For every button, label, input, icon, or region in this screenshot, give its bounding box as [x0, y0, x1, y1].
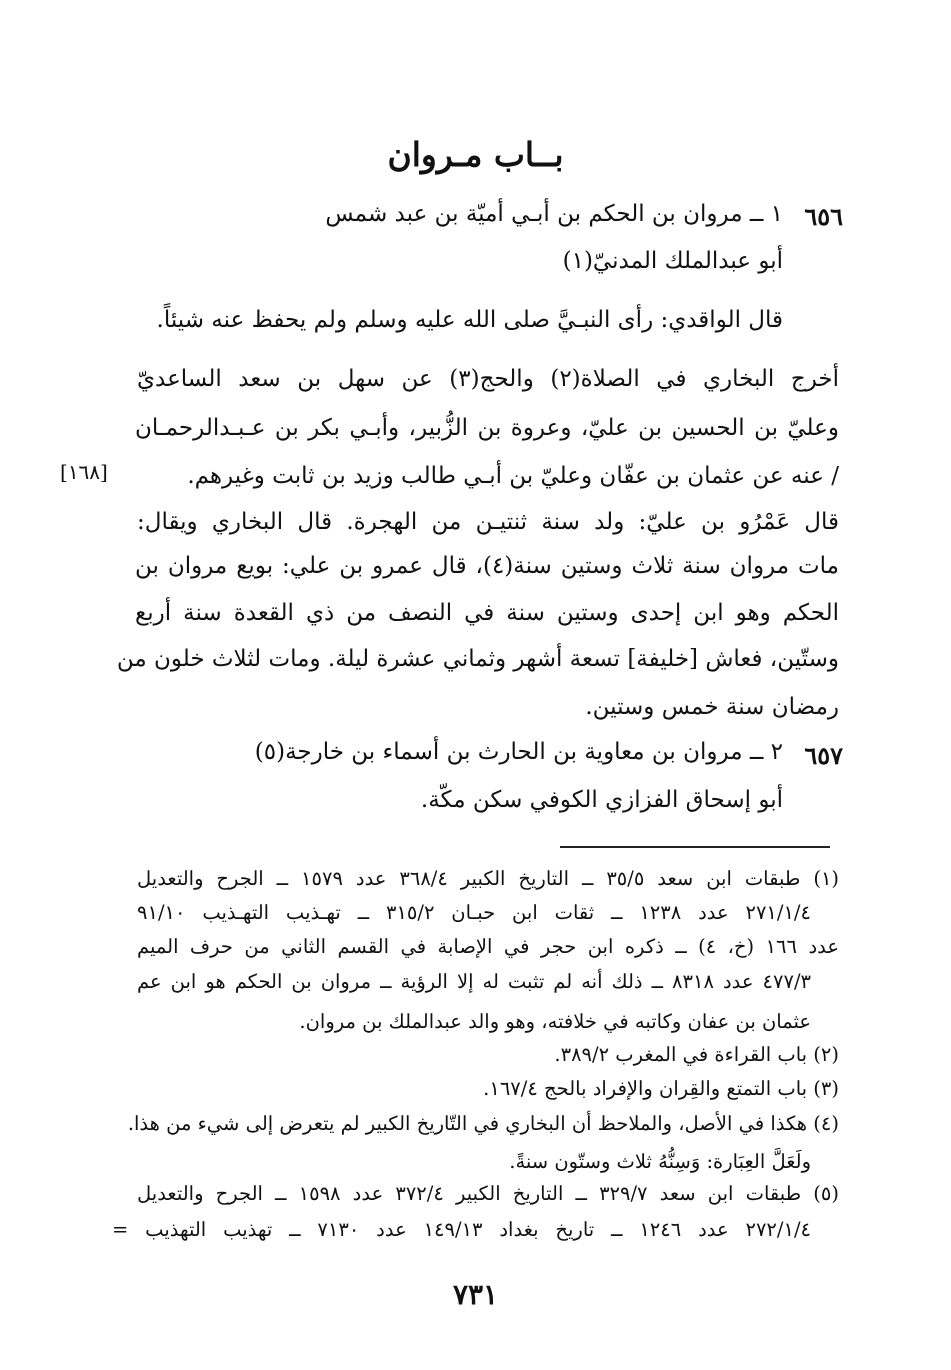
body-line: قال الواقدي: رأى النبـيَّ صلى الله عليه وسلم ولم يحفظ عنه شيئاً.	[156, 307, 783, 333]
footnote-line: (٢) باب القراءة في المغرب ٣٨٩/٢.	[554, 1043, 839, 1066]
body-line: رمضان سنة خمس وستين.	[585, 694, 839, 720]
body-line: وعليّ بن الحسين بن عليّ، وعروة بن الزُّبير، وأبـي بكر بن عـبـدالرحمـان	[135, 415, 839, 441]
entry-kunya: أبو عبدالملك المدنيّ(١)	[562, 248, 783, 274]
footnote-line: (٤) هكذا في الأصل، والملاحظ أن البخاري في التّاريخ الكبير لم يتعرض إلى شيء من هذا.	[127, 1112, 839, 1135]
footnote-line: ولَعَلَّ العِبَارة: وَسِنُّهُ ثلاث وستّون سنةً.	[509, 1150, 811, 1173]
footnote-line: ٢٧٢/١/٤ عدد ١٢٤٦ ــ تاريخ بغداد ١٤٩/١٣ عدد ٧١٣٠ ــ تهذيب التهذيب =	[112, 1218, 811, 1241]
body-line: مات مروان سنة ثلاث وستين سنة(٤)، قال عمرو بن علي: بويع مروان بن	[135, 553, 839, 579]
page-number: ٧٣١	[452, 1278, 499, 1311]
footnote-line: ٢٧١/١/٤ عدد ١٢٣٨ ــ ثقات ابن حبـان ٣١٥/٢ ــ تهـذيب التهـذيب ٩١/١٠	[137, 901, 811, 924]
body-line: أخرج البخاري في الصلاة(٢) والحج(٣) عن سهل بن سعد الساعديّ	[137, 366, 839, 392]
body-line: / عنه عن عثمان بن عفّان وعليّ بن أبـي طالب وزيد بن ثابت وغيرهم.	[187, 463, 839, 489]
entry-kunya: أبو إسحاق الفزازي الكوفي سكن مكّة.	[420, 787, 783, 813]
margin-page-marker: [١٦٨]	[60, 460, 108, 484]
footnote-line: ٤٧٧/٣ عدد ٨٣١٨ ــ ذلك أنه لم تثبت له إلا الرؤية ــ مروان بن الحكم هو ابن عم	[137, 970, 811, 993]
footnote-line: (٣) باب التمتع والقِران والإفراد بالحج ١٦٧/٤.	[483, 1077, 839, 1100]
entry-heading: ٢ ــ مروان بن معاوية بن الحارث بن أسماء بن خارجة(٥)	[254, 739, 783, 765]
body-line: قال عَمْرُو بن عليّ: ولد سنة ثنتيـن من الهجرة. قال البخاري ويقال:	[137, 509, 839, 535]
footnote-line: (١) طبقات ابن سعد ٣٥/٥ ــ التاريخ الكبير ٣٦٨/٤ عدد ١٥٧٩ ــ الجرح والتعديل	[137, 867, 840, 890]
footnote-line: عثمان بن عفان وكاتبه في خلافته، وهو والد عبدالملك بن مروان.	[299, 1010, 811, 1033]
footnote-line: عدد ١٦٦ (خ، ٤) ــ ذكره ابن حجر في الإصابة في القسم الثاني من حرف الميم	[137, 935, 839, 958]
entry-number: ٦٥٦	[804, 202, 843, 231]
body-line: الحكم وهو ابن إحدى وستين سنة في النصف من ذي القعدة سنة أربع	[135, 600, 839, 626]
entry-number: ٦٥٧	[804, 741, 843, 770]
body-line: وستّين، فعاش [خليفة] تسعة أشهر وثماني عشرة ليلة. ومات لثلاث خلون من	[116, 646, 839, 672]
footnote-line: (٥) طبقات ابن سعد ٣٢٩/٧ ــ التاريخ الكبير ٣٧٢/٤ عدد ١٥٩٨ ــ الجرح والتعديل	[137, 1182, 840, 1205]
entry-heading: ١ ــ مروان بن الحكم بن أبـي أميّة بن عبد شمس	[325, 201, 783, 227]
footnote-separator	[560, 846, 830, 848]
chapter-title: بــاب مـروان	[387, 135, 564, 174]
